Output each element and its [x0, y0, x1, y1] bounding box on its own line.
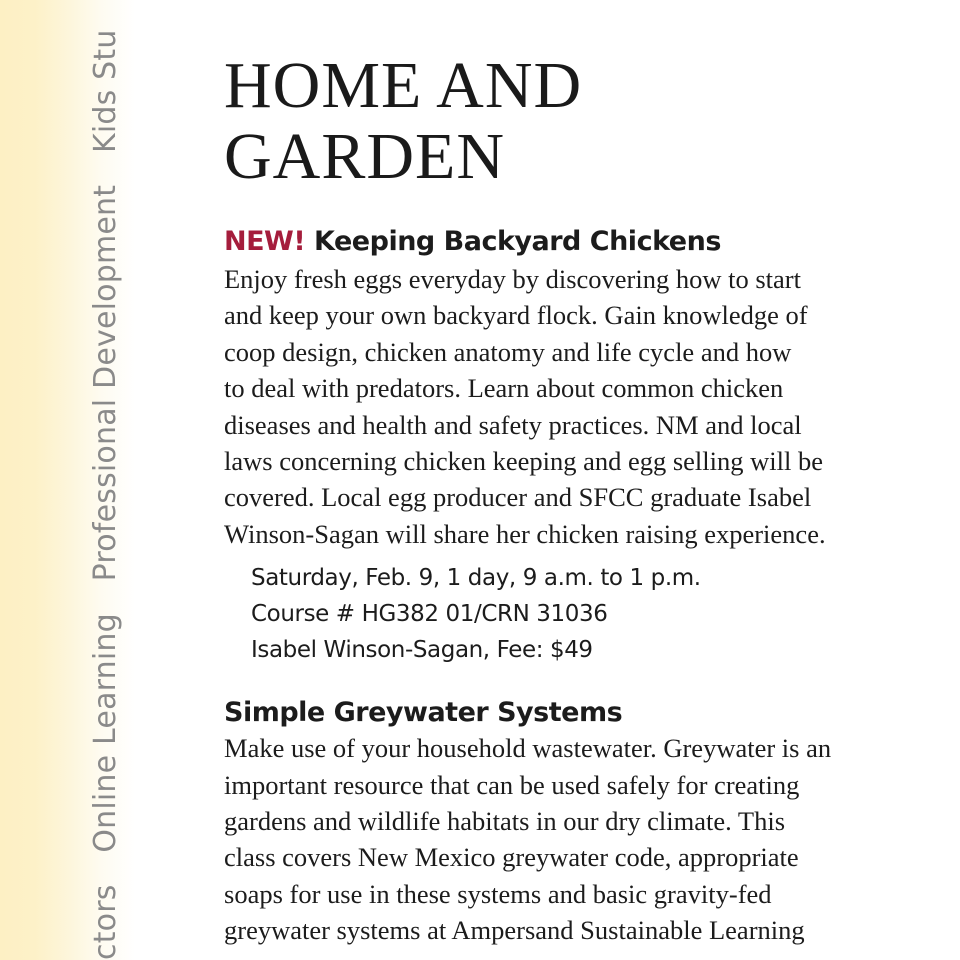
side-nav-item-professional-development: Professional Development: [88, 184, 123, 582]
description-line: covered. Local egg producer and SFCC graduate Isabel: [224, 482, 812, 513]
course-schedule: Saturday, Feb. 9, 1 day, 9 a.m. to 1 p.m.: [251, 565, 701, 592]
section-title-line1: HOME AND: [224, 49, 583, 122]
course-description: [224, 261, 924, 552]
description-line: important resource that can be used safely for creating: [224, 769, 800, 800]
description-line: gardens and wildlife habitats in our dry climate. This: [224, 806, 786, 837]
description-line: Enjoy fresh eggs everyday by discovering how to start: [224, 264, 801, 294]
side-nav-item-online-learning: Online Learning: [88, 613, 123, 853]
section-title-line2: GARDEN: [224, 120, 505, 193]
description-line: greywater systems at Ampersand Sustainable Learning: [224, 915, 805, 946]
course-keeping-backyard-chickens: [224, 225, 924, 668]
course-simple-greywater-systems: [224, 696, 924, 948]
course-title: [224, 225, 924, 259]
course-title-text: Simple Greywater Systems: [224, 697, 623, 729]
description-line: soaps for use in these systems and basic gravity-fed: [224, 878, 772, 909]
side-nav-item-instructors: ctors: [88, 884, 123, 960]
description-line: laws concerning chicken keeping and egg selling will be: [224, 446, 824, 477]
description-line: and keep your own backyard flock. Gain knowledge of: [224, 300, 808, 331]
course-title-text: Keeping Backyard Chickens: [314, 226, 721, 257]
course-title: [224, 696, 924, 730]
description-line: diseases and health and safety practices. NM and local: [224, 409, 802, 440]
course-number: Course # HG382 01/CRN 31036: [251, 601, 608, 628]
section-title: [224, 50, 924, 192]
side-nav-tabs: [88, 7, 124, 960]
description-line: class covers New Mexico greywater code, appropriate: [224, 842, 799, 873]
description-line: to deal with predators. Learn about common chicken: [224, 373, 784, 404]
course-instructor-fee: Isabel Winson-Sagan, Fee: $49: [251, 637, 593, 664]
new-badge: NEW!: [224, 226, 306, 257]
description-line: Make use of your household wastewater. Greywater is an: [224, 733, 832, 764]
description-line: coop design, chicken anatomy and life cycle and how: [224, 336, 792, 367]
description-line: Winson-Sagan will share her chicken raising experience.: [224, 518, 826, 549]
course-description: [224, 730, 924, 948]
course-details: [224, 560, 924, 668]
side-nav-item-kids-stuff: Kids Stu: [88, 29, 123, 154]
page-content: [224, 50, 924, 949]
